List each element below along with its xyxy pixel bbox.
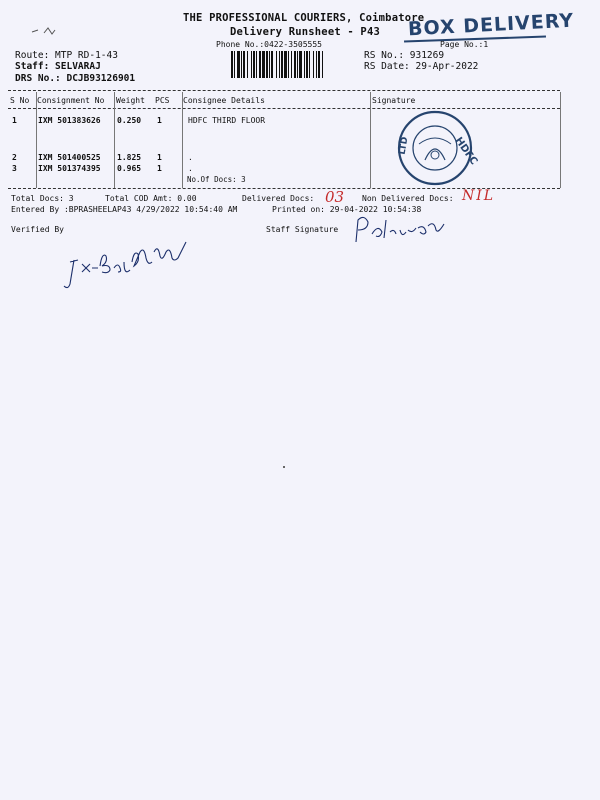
row-weight: 1.825	[117, 153, 142, 162]
barcode	[231, 51, 351, 78]
divider	[8, 90, 560, 91]
barcode-bar	[306, 51, 308, 78]
no-of-docs: No.Of Docs: 3	[187, 175, 246, 184]
barcode-bar	[318, 51, 320, 78]
col-header-consignment: Consignment No	[37, 96, 105, 105]
barcode-bar	[237, 51, 240, 78]
page-number: Page No.:1	[440, 40, 489, 49]
barcode-bar	[291, 51, 292, 78]
barcode-bar	[297, 51, 298, 78]
barcode-bar	[256, 51, 257, 78]
row-sno: 3	[12, 164, 17, 173]
col-header-sno: S No	[10, 96, 30, 105]
svg-text:LTD: LTD	[397, 136, 411, 156]
row-consignment: IXM 501383626	[38, 116, 101, 125]
barcode-bar	[259, 51, 261, 78]
col-header-pcs: PCS	[155, 96, 170, 105]
col-header-weight: Weight	[116, 96, 145, 105]
staff-signature-label: Staff Signature	[266, 225, 339, 234]
verified-by-label: Verified By	[11, 225, 64, 234]
rs-date: RS Date: 29-Apr-2022	[364, 61, 479, 72]
barcode-bar	[271, 51, 273, 78]
barcode-bar	[231, 51, 233, 78]
barcode-bar	[284, 51, 287, 78]
barcode-bar	[322, 51, 323, 78]
barcode-bar	[294, 51, 296, 78]
row-consignment: IXM 501374395	[38, 164, 101, 173]
barcode-bar	[288, 51, 289, 78]
box-delivery-stamp: BOX DELIVERY	[407, 9, 575, 41]
entered-by: Entered By :BPRASHEELAP43 4/29/2022 10:54:40 AM	[11, 205, 238, 214]
hdfc-stamp-text: HDFC	[452, 135, 480, 167]
rs-number: RS No.: 931269	[364, 50, 445, 61]
barcode-bar	[281, 51, 283, 78]
barcode-bar	[304, 51, 305, 78]
barcode-bar	[279, 51, 280, 78]
runsheet-title: Delivery Runsheet - P43	[230, 26, 380, 38]
route-label: Route: MTP RD-1-43	[15, 50, 118, 61]
drs-number: DRS No.: DCJB93126901	[15, 73, 136, 84]
column-rule	[560, 92, 561, 188]
column-rule	[36, 92, 37, 188]
staff-label: Staff: SELVARAJ	[15, 61, 101, 72]
barcode-bar	[299, 51, 302, 78]
row-pcs: 1	[157, 153, 162, 162]
barcode-bar	[262, 51, 265, 78]
col-header-signature: Signature	[372, 96, 416, 105]
total-docs: Total Docs: 3	[11, 194, 74, 203]
barcode-bar	[309, 51, 310, 78]
row-consignment: IXM 501400525	[38, 153, 101, 162]
corner-mark	[30, 24, 58, 38]
total-cod: Total COD Amt: 0.00	[105, 194, 197, 203]
verified-signature	[60, 222, 200, 294]
row-weight: 0.965	[117, 164, 142, 173]
row-pcs: 1	[157, 164, 162, 173]
barcode-bar	[251, 51, 252, 78]
barcode-bar	[269, 51, 270, 78]
non-delivered-handwritten: NIL	[462, 188, 496, 204]
barcode-bar	[276, 51, 277, 78]
stray-mark	[283, 466, 285, 468]
delivered-docs-label: Delivered Docs:	[242, 194, 315, 203]
row-details: HDFC THIRD FLOOR	[188, 116, 266, 125]
barcode-bar	[316, 51, 317, 78]
barcode-bar	[247, 51, 248, 78]
non-delivered-label: Non Delivered Docs:	[362, 194, 454, 203]
barcode-bar	[313, 51, 314, 78]
divider	[8, 108, 560, 109]
phone-number: Phone No.:0422-3505555	[216, 40, 322, 49]
staff-signature	[350, 212, 450, 248]
row-details: .	[188, 164, 193, 173]
barcode-bar	[241, 51, 242, 78]
printed-on: Printed on: 29-04-2022 10:54:38	[272, 205, 422, 214]
column-rule	[182, 92, 183, 188]
barcode-bar	[253, 51, 255, 78]
row-details: .	[188, 153, 193, 162]
row-sno: 2	[12, 153, 17, 162]
row-weight: 0.250	[117, 116, 142, 125]
barcode-bar	[243, 51, 245, 78]
column-rule	[114, 92, 115, 188]
barcode-bar	[266, 51, 268, 78]
row-pcs: 1	[157, 116, 162, 125]
column-rule	[370, 92, 371, 188]
hdfc-round-stamp	[395, 108, 480, 188]
barcode-bar	[234, 51, 235, 78]
row-sno: 1	[12, 116, 17, 125]
col-header-consignee: Consignee Details	[183, 96, 265, 105]
company-name: THE PROFESSIONAL COURIERS, Coimbatore	[183, 12, 425, 24]
delivered-docs-handwritten: 03	[325, 188, 345, 206]
